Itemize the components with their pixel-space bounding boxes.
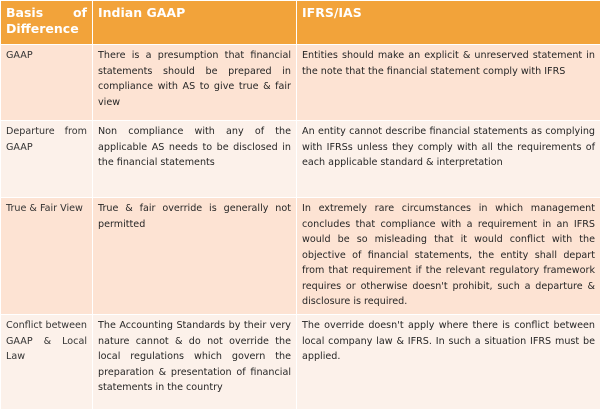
cell-basis: Conflict between GAAP & Local Law <box>1 315 93 410</box>
cell-indian-gaap: The Accounting Standards by their very nature cannot & do not override the local regulations which govern the preparation & presentation of financial statements in the country <box>93 315 297 410</box>
header-indian-gaap: Indian GAAP <box>93 1 297 45</box>
cell-ifrs: In extremely rare circumstances in which management concludes that compliance with a requirement in an IFRS would be so misleading that it would conflict with the objective of financial statements, the entity shall depart from that requirement if the relevant regulatory framework requires or otherwise doesn't prohibit, such a departure & disclosure is required. <box>297 198 600 315</box>
cell-indian-gaap: True & fair override is generally not permitted <box>93 198 297 315</box>
cell-indian-gaap: Non compliance with any of the applicable AS needs to be disclosed in the financial statements <box>93 121 297 198</box>
table-row <box>1 315 600 410</box>
cell-ifrs: The override doesn't apply where there is conflict between local company law & IFRS. In such a situation IFRS must be applied. <box>297 315 600 410</box>
table-row <box>1 121 600 198</box>
table-row <box>1 198 600 315</box>
cell-indian-gaap: There is a presumption that financial statements should be prepared in compliance with AS to give true & fair view <box>93 45 297 121</box>
table-row <box>1 45 600 121</box>
header-ifrs-ias: IFRS/IAS <box>297 1 600 45</box>
cell-ifrs: Entities should make an explicit & unreserved statement in the note that the financial statement comply with IFRS <box>297 45 600 121</box>
header-row <box>1 1 600 45</box>
cell-basis: Departure from GAAP <box>1 121 93 198</box>
cell-ifrs: An entity cannot describe financial statements as complying with IFRSs unless they comply with all the requirements of each applicable standard & interpretation <box>297 121 600 198</box>
cell-basis: GAAP <box>1 45 93 121</box>
cell-basis: True & Fair View <box>1 198 93 315</box>
header-basis: Basis of Difference <box>1 1 93 45</box>
